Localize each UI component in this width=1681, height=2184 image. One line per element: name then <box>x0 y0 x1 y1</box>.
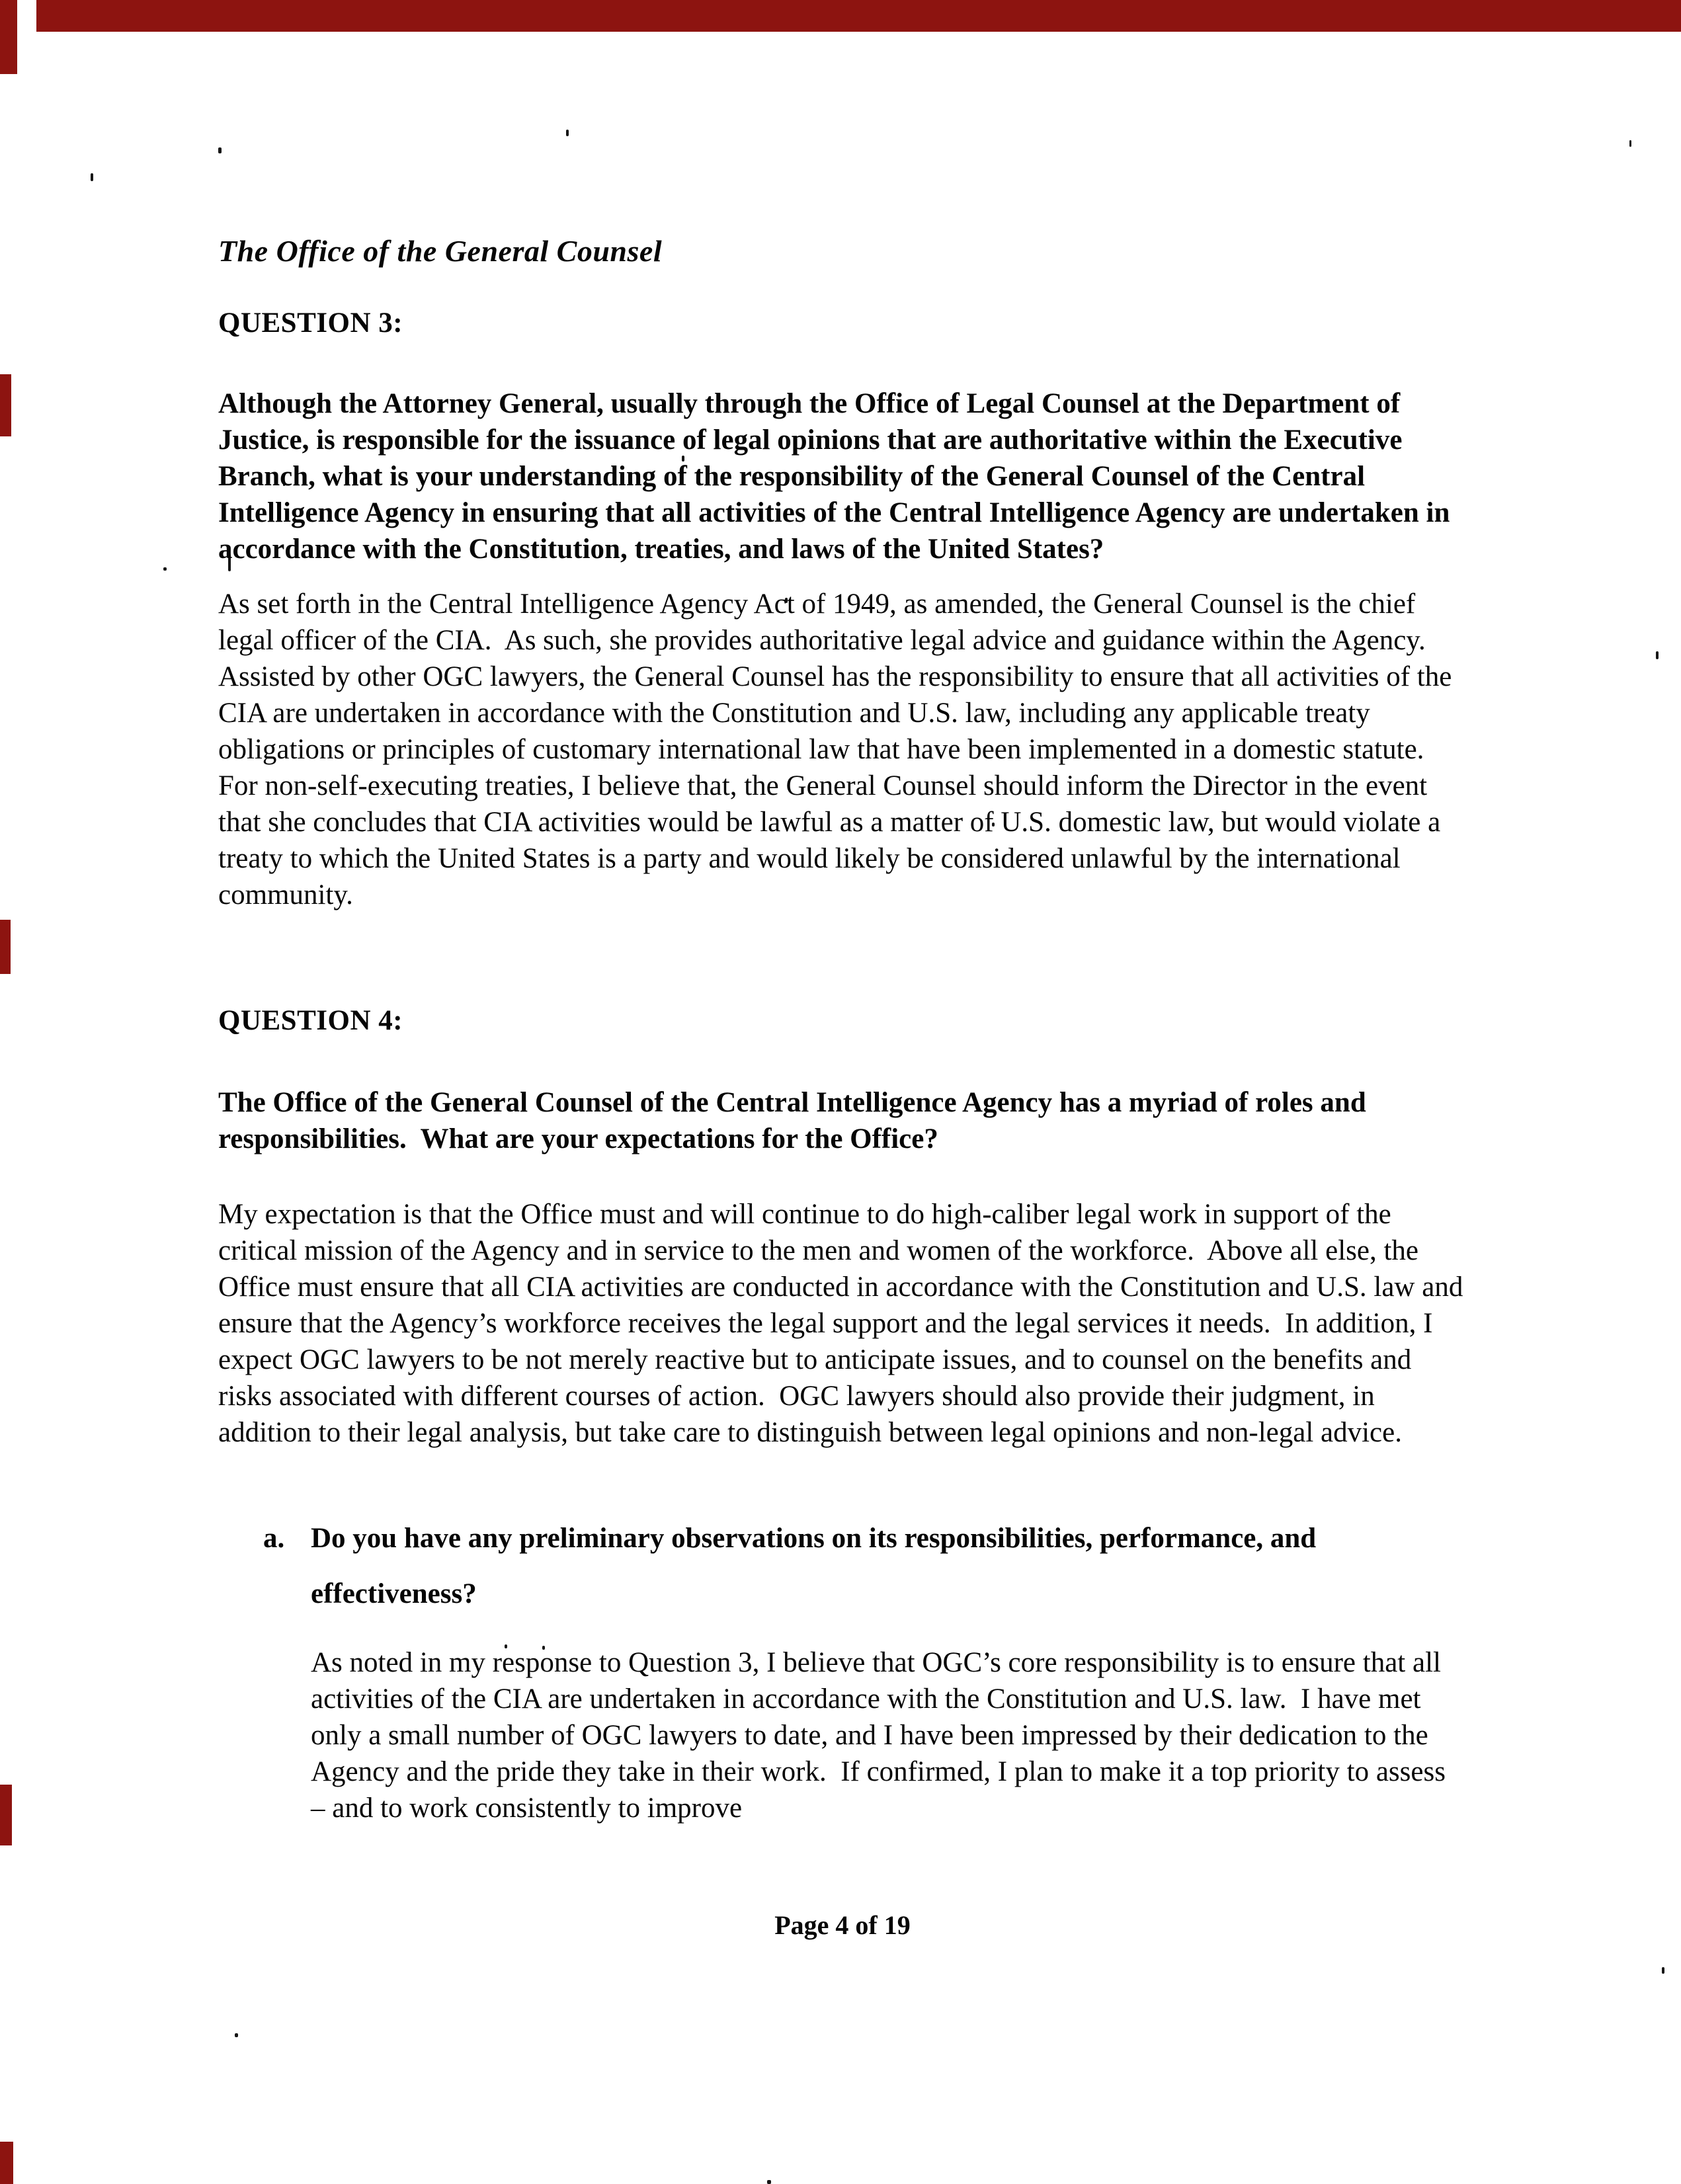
scan-edge-mark-left-4 <box>0 2142 13 2184</box>
question-4-text: The Office of the General Counsel of the Central Intelligence Agency has a myriad of roles and responsibilities. What are your expectations for the Office? <box>218 1087 1374 1154</box>
subquestion-a-text: Do you have any preliminary observations on its responsibilities, performance, and effectiveness? <box>311 1523 1323 1609</box>
question-3-heading: QUESTION 3: <box>218 307 403 339</box>
document-title: The Office of the General Counsel <box>218 234 663 268</box>
scan-speck <box>1629 140 1631 147</box>
subquestion-a-label: a. <box>263 1523 285 1554</box>
scan-speck <box>163 567 167 571</box>
document-content <box>218 0 1471 1941</box>
scan-speck <box>1656 651 1659 659</box>
scan-speck <box>767 2180 771 2184</box>
scan-speck <box>235 2033 238 2037</box>
scan-speck <box>1662 1967 1664 1974</box>
scan-edge-mark-left-2 <box>0 920 11 974</box>
scan-edge-mark-left-3 <box>0 1785 12 1845</box>
scan-speck <box>91 173 93 181</box>
subquestion-a-answer: As noted in my response to Question 3, I believe that OGC’s core responsibility is to ensure that all activities of the CIA are undertaken in accordance with the Constitution and U.S. law. I have met only a small number of OGC lawyers to date, and I have been impressed by their dedication to the Agency and the pride they take in their work. If confirmed, I plan to make it a top priority to assess – and to work consistently to improve <box>311 1647 1453 1824</box>
question-4-answer: My expectation is that the Office must and will continue to do high-caliber legal work in support of the critical mission of the Agency and in service to the men and women of the workforce. Above all else, the Office must ensure that all CIA activities are conducted in accordance with the Constitution and U.S. law and ensure that the Agency’s workforce receives the legal support and the legal services it needs. In addition, I expect OGC lawyers to be not merely reactive but to anticipate issues, and to counsel on the benefits and risks associated with different courses of action. OGC lawyers should also provide their judgment, in addition to their legal analysis, but take care to distinguish between legal opinions and non-legal advice. <box>218 1199 1471 1448</box>
question-3-answer: As set forth in the Central Intelligence Agency Act of 1949, as amended, the General Counsel is the chief legal officer of the CIA. As such, she provides authoritative legal advice and guidance within the Agency. Assisted by other OGC lawyers, the General Counsel has the responsibility to ensure that all activities of the CIA are undertaken in accordance with the Constitution and U.S. law, including any applicable treaty obligations or principles of customary international law that have been implemented in a domestic statute. For non-self-executing treaties, I believe that, the General Counsel should inform the Director in the event that she concludes that CIA activities would be lawful as a matter of U.S. domestic law, but would violate a treaty to which the United States is a party and would likely be considered unlawful by the international community. <box>218 588 1459 910</box>
question-4-heading: QUESTION 4: <box>218 1005 403 1036</box>
question-3-text: Although the Attorney General, usually through the Office of Legal Counsel at the Department of Justice, is responsible for the issuance of legal opinions that are authoritative within the Executive Branch, what is your understanding of the responsibility of the General Counsel of the Central Intelligence Agency in ensuring that all activities of the Central Intelligence Agency are undertaken in accordance with the Constitution, treaties, and laws of the United States? <box>218 388 1457 565</box>
subquestion-a <box>218 1511 1467 1622</box>
scan-edge-mark-left-1 <box>0 374 11 436</box>
page-number: Page 4 of 19 <box>774 1910 911 1940</box>
scan-edge-mark-top-left <box>0 0 17 74</box>
